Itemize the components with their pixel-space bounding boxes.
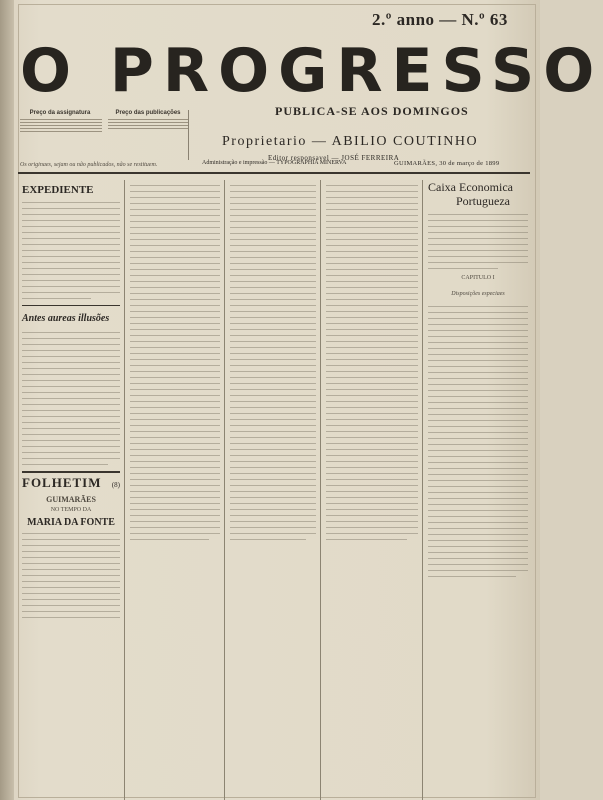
dateline: GUIMARÃES, 30 de março de 1899 [394, 160, 500, 167]
chapter-subheading: Disposições especiaes [451, 291, 505, 297]
originals-note: Os originaes, sejam ou não publicados, não se restituem. [20, 162, 158, 168]
pricing-heading: Preço das publicações [115, 110, 181, 116]
column-2-text [130, 185, 220, 540]
feuilleton-sub: NO TEMPO DA [50, 507, 92, 513]
pricing-lines [108, 119, 188, 129]
owner-line: Proprietario — ABILIO COUTINHO [222, 134, 479, 149]
subscription-heading: Preço da assignatura [29, 110, 91, 116]
feuilleton-title: FOLHETIM [22, 475, 102, 490]
column-separator-3 [320, 180, 321, 800]
expediente-heading: EXPEDIENTE [22, 184, 94, 196]
column-4 [326, 180, 418, 800]
column-1 [22, 180, 120, 800]
newspaper-title: O PROGRESSO [20, 36, 603, 106]
editor-line: Editor responsavel — JOSÉ FERREIRA [268, 154, 400, 162]
illusions-heading: Antes aureas illusões [22, 313, 110, 324]
caixa-heading-2: Portugueza [456, 194, 510, 208]
column-separator-4 [422, 180, 423, 800]
caixa-articles-text [428, 306, 528, 577]
feuilleton-number: (8) [111, 481, 120, 489]
column-separator-2 [224, 180, 225, 800]
illusions-text [22, 332, 120, 465]
column-3 [230, 180, 316, 800]
caixa-heading-1: Caixa Economica [428, 180, 513, 194]
pricing-box [108, 110, 188, 131]
chapter-heading: CAPITULO I [461, 275, 495, 281]
binding-fold [0, 0, 14, 800]
issue-number: 2.º anno — N.º 63 [372, 10, 508, 29]
header-rule [18, 172, 530, 174]
column-2 [130, 180, 220, 800]
column-separator-1 [124, 180, 125, 800]
column-5 [428, 180, 528, 800]
administration-line: Administração e impressão — TYPOGRAPHIA MINERVA [202, 160, 347, 166]
feuilleton [22, 471, 120, 618]
publication-frequency: PUBLICA-SE AOS DOMINGOS [275, 104, 469, 118]
subscription-lines [20, 119, 102, 132]
column-4-text [326, 185, 418, 540]
feuilleton-text [22, 533, 120, 618]
expediente-text [22, 202, 120, 299]
column-3-text [230, 185, 316, 540]
masthead [0, 36, 603, 106]
feuilleton-name: MARIA DA FONTE [27, 517, 115, 528]
feuilleton-place: GUIMARÃES [46, 495, 96, 504]
caixa-intro-text [428, 214, 528, 269]
